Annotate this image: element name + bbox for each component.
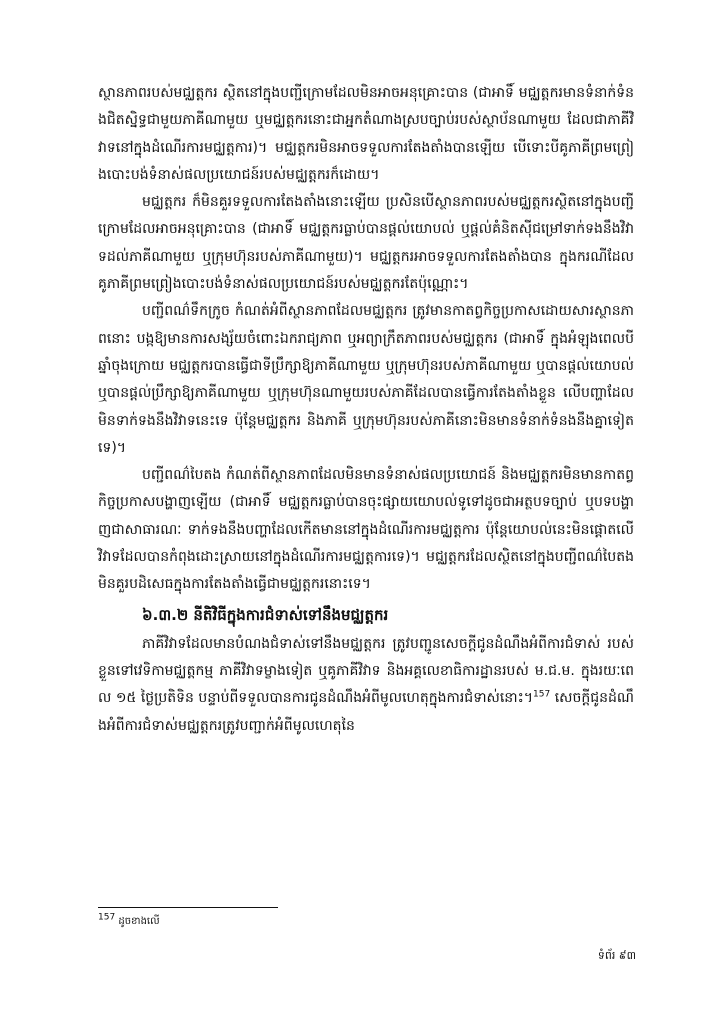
footnote (98, 914, 160, 930)
footnote-reference: 157 (533, 689, 551, 700)
paragraph-5-continuation: សេចក្តីជូនដំណឹងអំពីការជំទាស់មជ្ឈត្តករត្រូវបញ្ជាក់អំពីមូលហេតុនៃ (98, 690, 635, 734)
paragraph-5 (98, 631, 634, 740)
paragraph-3: បញ្ជីពណ៌ទឹកក្រូច កំណត់អំពីស្ថានភាពដែលមជ្ឈត្តករ ត្រូវមានកាតព្វកិច្ចប្រកាសដោយសារស្ថានភាពនោះ បង្កឱ្យមានការសង្ស័យចំពោះឯករាជ្យភាព ឬអព្យាក្រឹតភាពរបស់មជ្ឈត្តករ (ជាអាទិ៍ ក្នុងអំឡុងពេលបីឆ្នាំចុងក្រោយ មជ្ឈត្តករបានធ្វើជាទីប្រឹក្សាឱ្យភាគីណាមួយ ឬក្រុមហ៊ុនរបស់ភាគីណាមួយ ឬបានផ្តល់យោបល់ ឬបានផ្តល់ប្រឹក្សាឱ្យភាគីណាមួយ ឬក្រុមហ៊ុនណាមួយរបស់ភាគីដែលបានធ្វើការតែងតាំងខ្លួន លើបញ្ហាដែលមិនទាក់ទងនឹងវិវាទនេះទេ ប៉ុន្តែមជ្ឈត្តករ និងភាគី ឬក្រុមហ៊ុនរបស់ភាគីនោះមិនមានទំនាក់ទំនងនឹងគ្នាទៀតទេ)។ (98, 303, 634, 456)
paragraph-4: បញ្ជីពណ៌បៃតង កំណត់ពីស្ថានភាពដែលមិនមានទំនាស់ផលប្រយោជន៍ និងមជ្ឈត្តករមិនមានកាតព្វកិច្ចប្រកាសបង្ហាញឡើយ (ជាអាទិ៍ មជ្ឈត្តករធ្លាប់បានចុះផ្សាយយោបល់ទូទៅដូចជាអត្ថបទច្បាប់ ឬបទបង្ហាញជាសាធារណៈ ទាក់ទងនឹងបញ្ហាដែលកើតមាននៅក្នុងដំណើរការមជ្ឈត្តការ ប៉ុន្តែយោបល់នេះមិនផ្តោតលើវិវាទដែលបានកំពុងដោះស្រាយនៅក្នុងដំណើរការមជ្ឈត្តការទេ)។ មជ្ឈត្តករដែលស្ថិតនៅក្នុងបញ្ជីពណ៌បៃតងមិនគួរបដិសេធក្នុងការតែងតាំងធ្វើជាមជ្ឈត្តករនោះទេ។ (98, 467, 634, 593)
paragraph-1: ស្ថានភាពរបស់មជ្ឈត្តករ ស្ថិតនៅក្នុងបញ្ជីក្រោមដែលមិនអាចអនុគ្រោះបាន (ជាអាទិ៍ មជ្ឈត្តករមានទំនាក់ទំនងជិតស្និទ្ធជាមួយភាគីណាមួយ ឬមជ្ឈត្តករនោះជាអ្នកតំណាងស្របច្បាប់របស់ស្ថាប័នណាមួយ ដែលជាភាគីវិវាទនៅក្នុងដំណើរការមជ្ឈត្តការ)។ មជ្ឈត្តករមិនអាចទទួលការតែងតាំងបានឡើយ បើទោះបីគូភាគីព្រមព្រៀងបោះបង់ទំនាស់ផលប្រយោជន៍របស់មជ្ឈត្តករក៏ដោយ។ (98, 85, 634, 183)
page-number: ទំព័រ ៩៣ (597, 949, 636, 962)
footnote-text: ដូចខាងលើ (115, 916, 160, 927)
footnote-number: 157 (98, 912, 116, 923)
paragraph-2: មជ្ឈត្តករ ក៏មិនគួរទទួលការតែងតាំងនោះឡើយ ប្រសិនបើស្ថានភាពរបស់មជ្ឈត្តករស្ថិតនៅក្នុងបញ្ជីក្រោមដែលអាចអនុគ្រោះបាន (ជាអាទិ៍ មជ្ឈត្តករធ្លាប់បានផ្តល់យោបល់ ឬផ្តល់គំនិតស៊ីជម្រៅទាក់ទងនឹងវិវាទដល់ភាគីណាមួយ ឬក្រុមហ៊ុនរបស់ភាគីណាមួយ)។ មជ្ឈត្តករអាចទទួលការតែងតាំងបាន ក្នុងករណីដែលគូភាគីព្រមព្រៀងបោះបង់ទំនាស់ផលប្រយោជន៍របស់មជ្ឈត្តករតែប៉ុណ្ណោះ។ (98, 194, 634, 293)
footnote-divider (98, 907, 278, 908)
section-heading: ៦.៣.២ នីតិវិធីក្នុងការជំទាស់ទៅនឹងមជ្ឈត្តករ (142, 605, 389, 624)
paragraph-5-text: ភាគីវិវាទដែលមានបំណងជំទាស់ទៅនឹងមជ្ឈត្តករ ត្រូវបញ្ជូនសេចក្តីជូនដំណឹងអំពីការជំទាស់ របស់ខ្លួនទៅវេទិកាមជ្ឈត្តកម្ម ភាគីវិវាទម្ខាងទៀត ឬគូភាគីវិវាទ និងអគ្គលេខាធិការដ្ឋានរបស់ ម.ជ.ម. ក្នុងរយៈពេល ១៥ ថ្ងៃប្រតិទិន បន្ទាប់ពីទទួលបានការជូនដំណឹងអំពីមូលហេតុក្នុងការជំទាស់នោះ។ (98, 635, 634, 707)
body-text (98, 80, 634, 740)
